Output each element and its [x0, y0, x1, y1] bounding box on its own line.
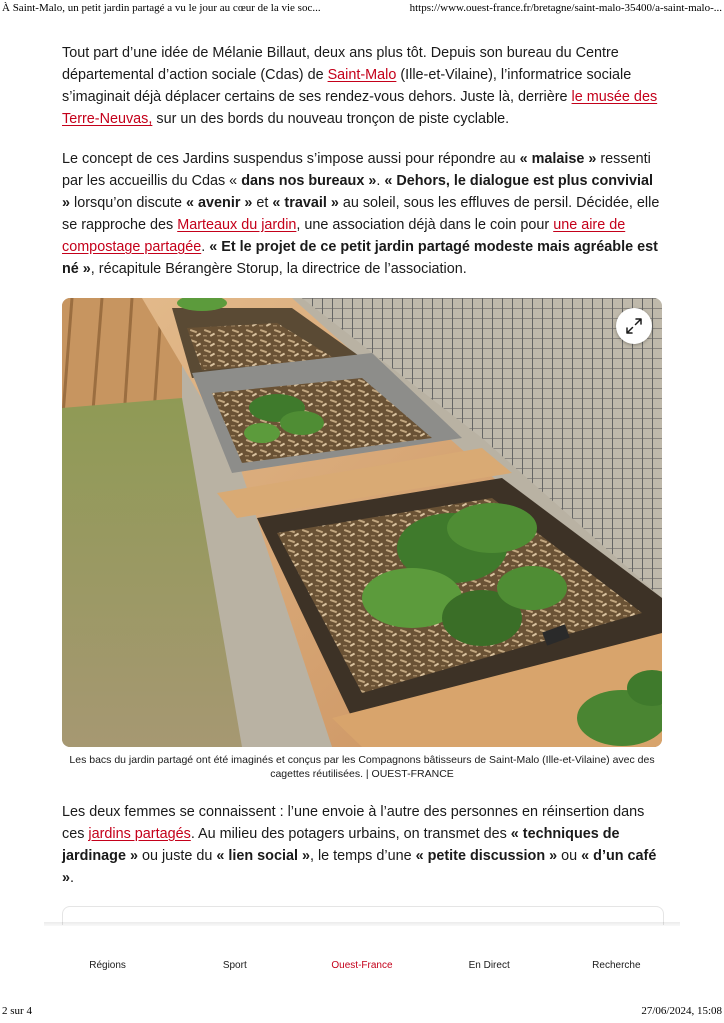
print-datetime: 27/06/2024, 15:08 — [641, 1005, 722, 1017]
expand-image-button[interactable] — [616, 308, 652, 344]
text-run: . — [70, 870, 75, 886]
article-figure[interactable] — [62, 298, 662, 747]
bold-quote: « avenir » — [186, 195, 253, 211]
paragraph-2 — [62, 148, 662, 280]
inline-link[interactable]: une aire de compostage partagée — [62, 217, 626, 255]
nav-item-regions[interactable]: Régions — [89, 959, 126, 971]
bold-quote: « malaise » — [519, 151, 597, 167]
text-run: au soleil, sous les effluves de persil. Décidée, elle se rapproche des — [62, 195, 660, 233]
inline-link[interactable]: Saint-Malo — [327, 67, 397, 83]
garden-photo — [62, 298, 662, 747]
text-run: lorsqu’on discute — [70, 195, 187, 211]
nav-item-ouest-france[interactable]: Ouest-France — [331, 959, 393, 971]
text-run: (Ille-et-Vilaine), l’informatrice sociale s’imaginait déjà déplacer certains de ses rendez-vous dehors. Juste là, derrière — [62, 67, 632, 105]
print-header-title: À Saint-Malo, un petit jardin partagé a vu le jour au cœur de la vie soc... — [2, 2, 321, 14]
figure-caption: Les bacs du jardin partagé ont été imaginés et conçus par les Compagnons bâtisseurs de Saint-Malo (Ille-et-Vilaine) avec des cagettes réutilisées. | OUEST-FRANCE — [69, 754, 655, 780]
nav-item-sport[interactable]: Sport — [222, 959, 247, 971]
bold-quote: « Dehors, le dialogue est plus convivial » — [62, 173, 654, 211]
bold-quote: « techniques de jardinage » — [62, 826, 620, 864]
text-run: Les deux femmes se connaissent : l’une envoie à l’autre des personnes en réinsertion dans ces — [62, 804, 645, 842]
text-run: Le concept de ces Jardins suspendus s’impose aussi pour répondre au — [62, 151, 520, 167]
print-header — [2, 2, 722, 14]
print-footer — [2, 1005, 722, 1017]
text-run: et — [252, 195, 273, 211]
bold-quote: « d’un café » — [62, 848, 657, 886]
text-run: , une association déjà dans le coin pour — [296, 217, 554, 233]
bottom-navigation — [44, 926, 680, 996]
text-run: . — [376, 173, 385, 189]
text-run: , récapitule Bérangère Storup, la directrice de l’association. — [90, 261, 467, 277]
bold-quote: « travail » — [272, 195, 339, 211]
bold-quote: « lien social » — [216, 848, 310, 864]
text-run: ou juste du — [137, 848, 217, 864]
page-number: 2 sur 4 — [2, 1005, 32, 1017]
bold-quote: dans nos bureaux » — [241, 173, 377, 189]
bold-quote: « Et le projet de ce petit jardin partagé modeste mais agréable est né » — [62, 239, 658, 277]
text-run: , le temps d’une — [309, 848, 416, 864]
text-run: . Au milieu des potagers urbains, on transmet des — [190, 826, 511, 842]
nav-item-recherche[interactable]: Recherche — [592, 959, 641, 971]
inline-link[interactable]: Marteaux du jardin — [177, 217, 297, 233]
inline-link[interactable]: jardins partagés — [88, 826, 191, 842]
text-run: ou — [557, 848, 582, 864]
text-run: sur un des bords du nouveau tronçon de piste cyclable. — [152, 111, 510, 127]
text-run: Tout part d’une idée de Mélanie Billaut, deux ans plus tôt. Depuis son bureau du Centre départemental d’action sociale (Cdas) de — [62, 45, 619, 83]
paragraph-1 — [62, 42, 662, 130]
expand-arrows-icon — [625, 317, 643, 335]
bold-quote: « petite discussion » — [415, 848, 558, 864]
inline-link[interactable]: le musée des Terre-Neuvas, — [62, 89, 658, 127]
print-header-url: https://www.ouest-france.fr/bretagne/saint-malo-35400/a-saint-malo-... — [409, 2, 722, 14]
paragraph-3 — [62, 801, 662, 889]
text-run: . — [201, 239, 210, 255]
article-body — [62, 42, 662, 907]
nav-item-en-direct[interactable]: En Direct — [468, 959, 510, 971]
text-run: ressenti par les accueillis du Cdas « — [62, 151, 651, 189]
